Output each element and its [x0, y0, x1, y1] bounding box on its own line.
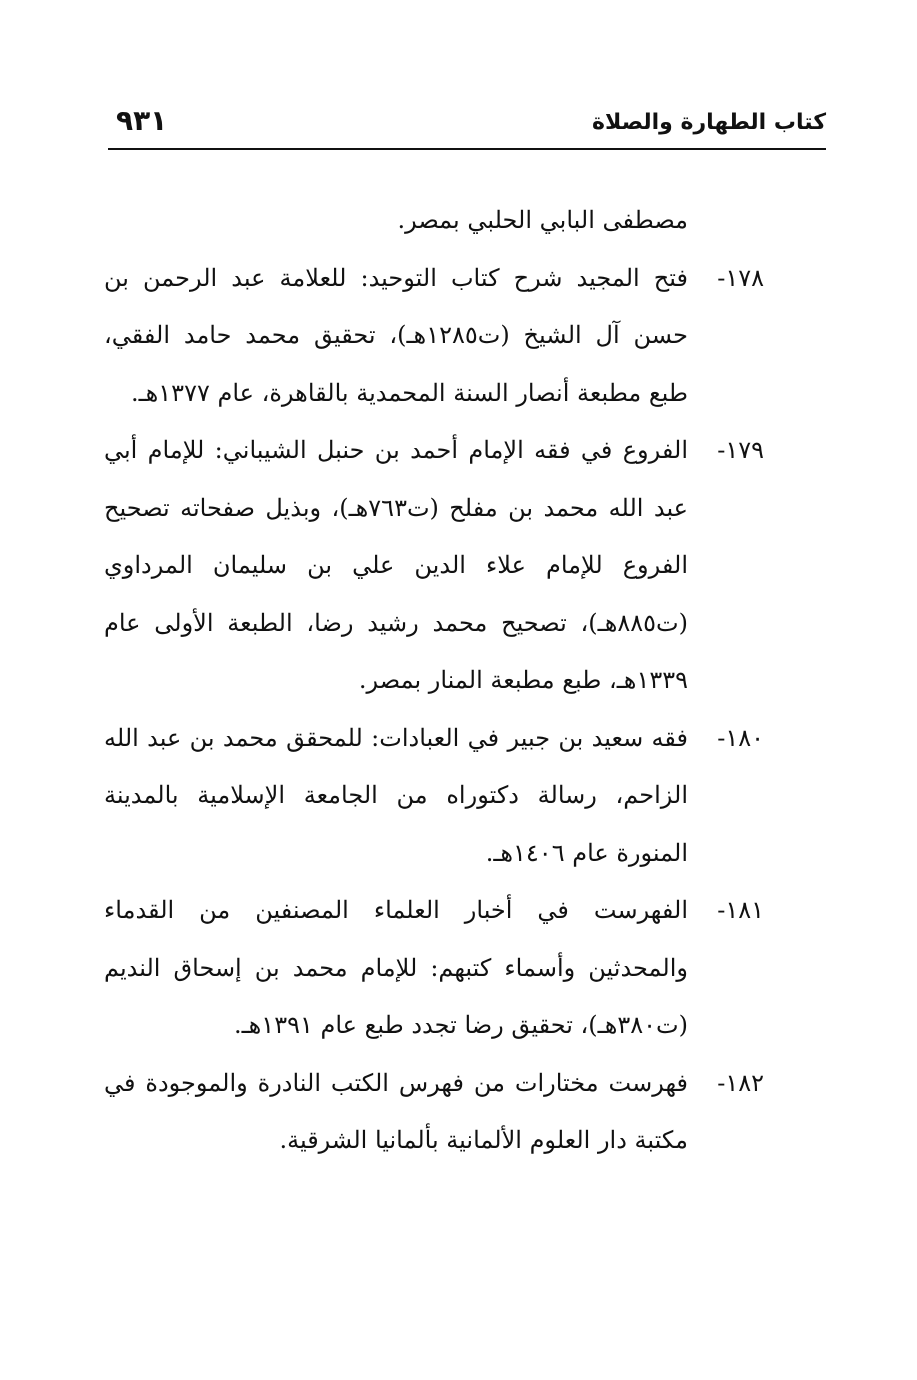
book-title: كتاب الطهارة والصلاة: [592, 110, 826, 135]
entry-number: ١٨٢-: [717, 1068, 764, 1097]
continued-entry-text: مصطفى البابي الحلبي بمصر.: [397, 206, 688, 234]
header-divider: [108, 148, 826, 150]
entry-number: ١٧٩-: [717, 436, 764, 464]
bibliography-entry: [104, 250, 764, 423]
entry-text: الفروع في فقه الإمام أحمد بن حنبل الشيباني: للإمام أبي عبد الله محمد بن مفلح (ت٧٦٣هـ)، وبذيل صفحاته تصحيح الفروع للإمام علاء الدين علي بن سليمان المرداوي (ت٨٨٥هـ)، تصحيح محمد رشيد رضا، الطبعة الأولى عام ١٣٣٩هـ، طبع مطبعة المنار بمصر.: [104, 436, 688, 694]
running-header: [108, 104, 826, 148]
bibliography-entry: [104, 882, 764, 1055]
page-number: ٩٣١: [116, 104, 168, 137]
entry-number: ١٧٨-: [717, 263, 764, 292]
bibliography-entry: [104, 422, 764, 710]
entry-text: فتح المجيد شرح كتاب التوحيد: للعلامة عبد الرحمن بن حسن آل الشيخ (ت١٢٨٥هـ)، تحقيق محمد حامد الفقي، طبع مطبعة أنصار السنة المحمدية بالقاهرة، عام ١٣٧٧هـ.: [104, 263, 688, 407]
bibliography-list: [104, 192, 764, 1170]
entry-number: ١٨١-: [717, 896, 764, 924]
entry-text: فهرست مختارات من فهرس الكتب النادرة والموجودة في مكتبة دار العلوم الألمانية بألمانيا الشرقية.: [104, 1068, 688, 1154]
bibliography-entry: [104, 710, 764, 883]
entry-text: الفهرست في أخبار العلماء المصنفين من القدماء والمحدثين وأسماء كتبهم: للإمام محمد بن إسحاق النديم (ت٣٨٠هـ)، تحقيق رضا تجدد طبع عام ١٣٩١هـ.: [104, 896, 688, 1039]
bibliography-entry: [104, 1055, 764, 1170]
entry-text: فقه سعيد بن جبير في العبادات: للمحقق محمد بن عبد الله الزاحم، رسالة دكتوراه من الجامعة الإسلامية بالمدينة المنورة عام ١٤٠٦هـ.: [104, 723, 688, 867]
entry-number: ١٨٠-: [717, 723, 764, 752]
